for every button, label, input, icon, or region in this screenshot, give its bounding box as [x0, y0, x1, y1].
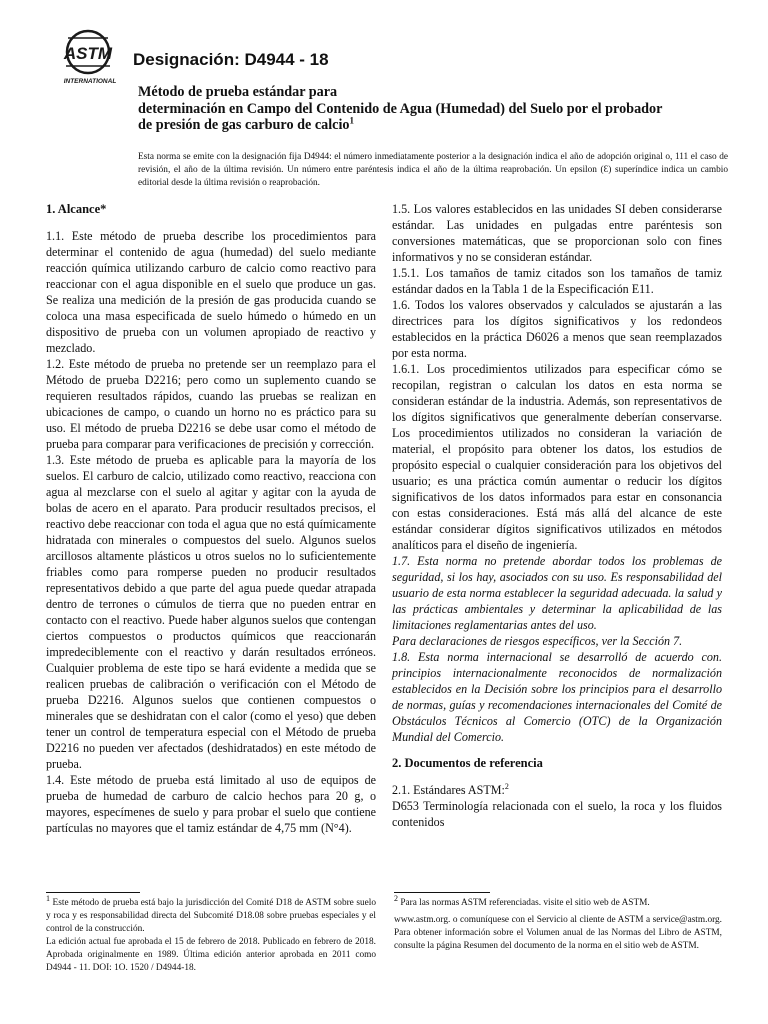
paragraph-1-8: 1.8. Esta norma internacional se desarrolló de acuerdo con. principios internacionalmente reconocidos de normalización establecidos en la Decisión sobre los principios para el desarrollo de normas, guías y recomendaciones internacionales del Comité de Obstáculos Técnicos al Comercio (OTC) de la Organización Mundial del Comercio. [392, 650, 722, 744]
designation-title: Designación: D4944 - 18 [133, 50, 329, 69]
paragraph-1-5: 1.5. Los valores establecidos en las unidades SI deben considerarse estándar. Las unidades en pulgadas entre paréntesis son conversiones matemáticas, que se proporcionan solo con fines informativos y no se consideran estándar. [392, 202, 722, 264]
paragraph-1-6: 1.6. Todos los valores observados y calculados se ajustarán a las directrices para los dígitos significativos y los redondeos establecidos en la práctica D6026 a menos que sean reemplazados por esta norma. [392, 298, 722, 360]
paragraph-2-1: 2.1. Estándares ASTM:$^2$ [392, 781, 509, 797]
footnote-divider-left [46, 892, 140, 893]
right-column [392, 201, 722, 830]
footnote-divider-right [394, 892, 490, 893]
reference-d653: D653 Terminología relacionada con el suelo, la roca y los fluidos contenidos [392, 799, 722, 829]
section-1-heading: 1. Alcance* [46, 202, 107, 216]
document-title [138, 84, 738, 134]
footnote-2: $^2$ Para las normas ASTM referenciadas. visite el sitio web de ASTM. www.astm.org. o comuníquese con el Servicio al cliente de ASTM a service@astm.org. Para obtener información sobre el Volumen anual de las Normas del Libro de ASTM, consulte la página Resumen del documento de la norma en el sitio web de ASTM. [394, 893, 722, 951]
svg-text:ASTM: ASTM [63, 44, 113, 63]
section-2-heading: 2. Documentos de referencia [392, 756, 543, 770]
astm-logo [58, 28, 122, 86]
designation-note: Esta norma se emite con la designación fija D4944: el número inmediatamente posterior a la designación indica el año de adopción original o, 111 el caso de revisión, el año de la última revisión. Un número entre paréntesis indica el año de la última reaprobación. Un epsilon (Ɛ) superíndice indica un cambio editorial desde la última revisión o reaprobación. [138, 152, 728, 188]
paragraph-1-1: 1.1. Este método de prueba describe los procedimientos para determinar el contenido de agua (humedad) del suelo mediante reacción química utilizando carburo de calcio como reactivo para reaccionar con el agua disponible en el suelo que produce un gas. Se realiza una medición de la presión de gas producida cuando se coloca una masa especificada de suelo húmedo o húmedo en un dispositivo de prueba con un volumen apropiado de reactivo y mezclado. [46, 229, 376, 355]
paragraph-1-4: 1.4. Este método de prueba está limitado al uso de equipos de prueba de humedad de carburo de calcio hechos para 20 g, o mayores, especímenes de suelo y para probar el suelo que contiene partículas no mayores que el tamiz estándar de 4,75 mm (N°4). [46, 773, 376, 835]
title-line-1: Método de prueba estándar para [138, 84, 338, 100]
title-line-3: de presión de gas carburo de calcio$^1$ [138, 115, 354, 133]
left-column [46, 201, 376, 836]
title-line-2: determinación en Campo del Contenido de Agua (Humedad) del Suelo por el probador [138, 100, 663, 117]
footnote-1: $^1$ Este método de prueba está bajo la jurisdicción del Comité D18 de ASTM sobre suelo y roca y es responsabilidad directa del Subcomité D18.08 sobre pruebas especiales y el control de la construcción. La edición actual fue aprobada el 15 de febrero de 2018. Publicado en febrero de 2018. Aprobada originalmente en 1989. Última edición anterior aprobada en 2011 como D4944 - 11. DOI: 1O. 1520 / D4944-18. [46, 893, 376, 973]
paragraph-1-7: 1.7. Esta norma no pretende abordar todos los problemas de seguridad, si los hay, asociados con su uso. Es responsabilidad del usuario de esta norma establecer la seguridad adecuada. la salud y las prácticas ambientales y determinar la aplicabilidad de las limitaciones reglamentarias antes del uso. [392, 554, 722, 632]
paragraph-1-2: 1.2. Este método de prueba no pretende ser un reemplazo para el Método de prueba D2216; pero como un suplemento cuando se requieren resultados rápidos, cuando las pruebas se realizan en ubicaciones de campo, o cuando un horno no es práctico para su uso. El método de prueba D2216 se debe usar como el método de prueba para comparar para verificaciones de precisión y corrección. [46, 357, 376, 451]
paragraph-1-7-note: Para declaraciones de riesgos específicos, ver la Sección 7. [392, 634, 683, 648]
svg-text:INTERNATIONAL: INTERNATIONAL [63, 78, 117, 85]
title-footnote-ref[interactable]: 1 [349, 115, 354, 126]
footnote-2-ref[interactable]: 2 [504, 781, 509, 791]
paragraph-1-3: 1.3. Este método de prueba es aplicable para la mayoría de los suelos. El carburo de calcio, utilizado como reactivo, reacciona con agua al mezclarse con el suelo al agitar y agitar con la ayuda de bolas de acero en el aparato. Para producir resultados precisos, el reactivo debe reaccionar con toda el agua que no está químicamente hidratada con minerales o compuestos del suelo. Algunos suelos arcillosos altamente plásticos u otros suelos no lo suficientemente friables como para romperse pueden no producir resultados representativos debido a que parte del agua puede quedar atrapada dentro de terrones o cúmulos de tierra que no pueden entrar en contacto con el reactivo. Puede haber algunos suelos que contengan ciertos compuestos o productos químicos que reaccionarán impredeciblemente con el reactivo y darán resultados erróneos. Cualquier problema de este tipo se hará evidente a medida que se realicen pruebas de calibración o verificación con el Método de prueba D2216. Algunos suelos que contienen compuestos o minerales que se deshidratan con el calor (como el yeso) que deben tener un control de temperatura especial con el Método de prueba D2216 no pueden ver afectados (deshidratados) en este método de prueba. [46, 453, 376, 771]
paragraph-1-5-1: 1.5.1. Los tamaños de tamiz citados son los tamaños de tamiz estándar dados en la Tabla 1 de la Especificación E11. [392, 266, 722, 296]
paragraph-1-6-1: 1.6.1. Los procedimientos utilizados para especificar cómo se recopilan, registran o calculan los datos en esta norma se consideran estándar de la industria. Además, son representativos de los dígitos significativos que generalmente deberían conservarse. Los procedimientos utilizados no consideran la variación de material, el propósito para obtener los datos, los estudios de propósito especial o cualquier consideración para los objetivos del usuario; es una práctica común aumentar o reducir los dígitos significativos de los datos informados para estar en consonancia con estas consideraciones. Está más allá del alcance de este estándar considerar dígitos significativos utilizados en métodos analíticos para el diseño de ingeniería. [392, 362, 722, 552]
